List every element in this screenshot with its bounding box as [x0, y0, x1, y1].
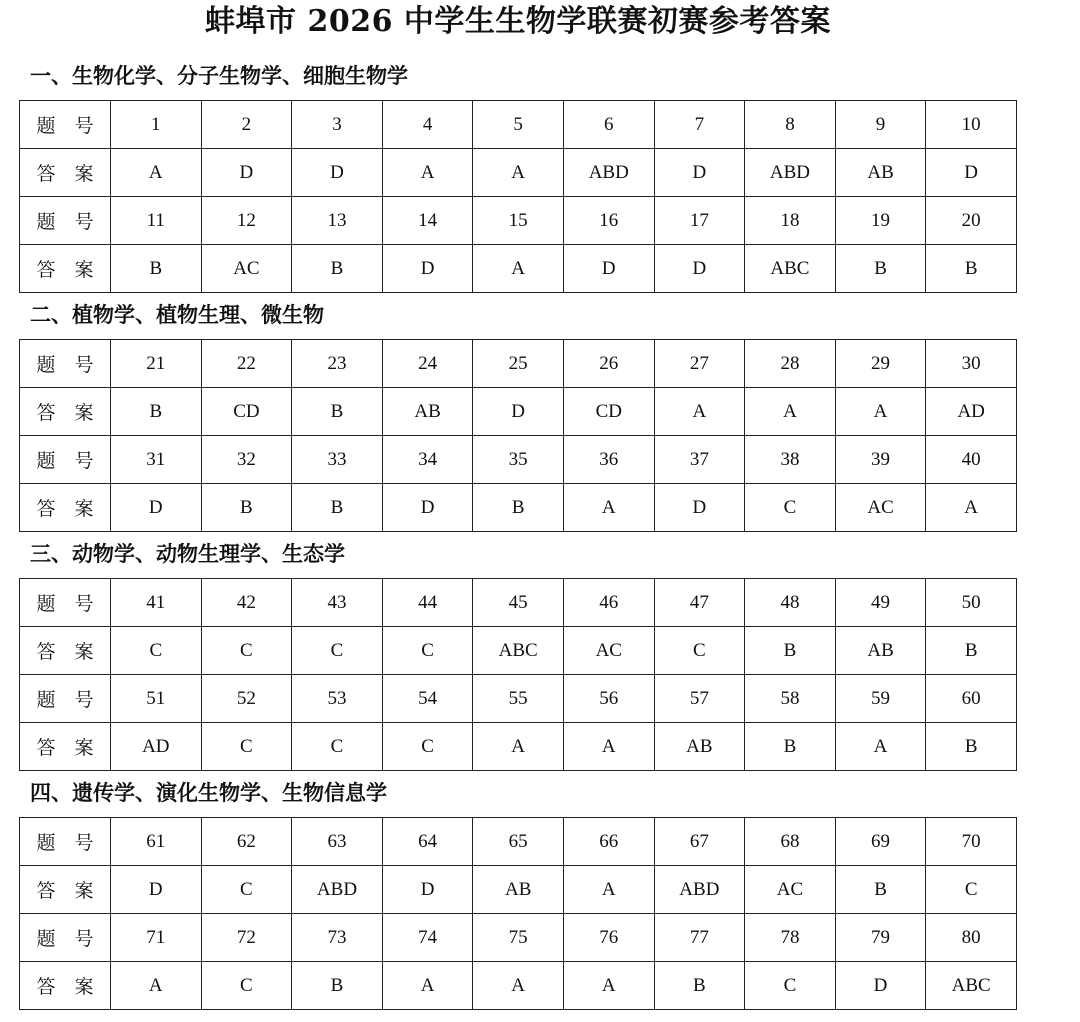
answer-row	[20, 866, 1017, 914]
answer-cell: B	[835, 866, 926, 914]
question-number-row	[20, 340, 1017, 388]
answer-row	[20, 245, 1017, 293]
answer-cell: ABD	[292, 866, 383, 914]
question-number-cell: 9	[835, 101, 926, 149]
answer-cell: A	[563, 866, 654, 914]
question-number-cell: 40	[926, 436, 1017, 484]
question-number-cell: 71	[111, 914, 202, 962]
answer-cell: C	[382, 627, 473, 675]
question-number-label: 题 号	[20, 675, 111, 723]
answer-cell: B	[292, 484, 383, 532]
answer-cell: A	[382, 962, 473, 1010]
answer-label: 答 案	[20, 627, 111, 675]
question-number-cell: 49	[835, 579, 926, 627]
answer-cell: B	[926, 245, 1017, 293]
question-number-row	[20, 914, 1017, 962]
answer-cell: ABC	[926, 962, 1017, 1010]
question-number-cell: 48	[745, 579, 836, 627]
answer-cell: D	[835, 962, 926, 1010]
question-number-cell: 30	[926, 340, 1017, 388]
answer-cell: A	[473, 149, 564, 197]
question-number-cell: 43	[292, 579, 383, 627]
question-number-cell: 8	[745, 101, 836, 149]
question-number-cell: 78	[745, 914, 836, 962]
question-number-cell: 38	[745, 436, 836, 484]
question-number-cell: 31	[111, 436, 202, 484]
answer-row	[20, 627, 1017, 675]
answer-cell: C	[745, 962, 836, 1010]
answer-label: 答 案	[20, 245, 111, 293]
answer-cell: C	[201, 866, 292, 914]
question-number-cell: 53	[292, 675, 383, 723]
answer-cell: A	[473, 962, 564, 1010]
question-number-cell: 39	[835, 436, 926, 484]
answer-row	[20, 484, 1017, 532]
question-number-row	[20, 818, 1017, 866]
question-number-cell: 46	[563, 579, 654, 627]
question-number-cell: 76	[563, 914, 654, 962]
question-number-cell: 5	[473, 101, 564, 149]
question-number-cell: 67	[654, 818, 745, 866]
answer-cell: C	[382, 723, 473, 771]
question-number-row	[20, 579, 1017, 627]
answer-cell: B	[292, 962, 383, 1010]
answer-cell: D	[111, 866, 202, 914]
section-biochemistry-heading: 一、生物化学、分子生物学、细胞生物学	[30, 63, 408, 88]
question-number-cell: 29	[835, 340, 926, 388]
answer-label: 答 案	[20, 149, 111, 197]
answer-cell: D	[654, 484, 745, 532]
section-botany-heading: 二、植物学、植物生理、微生物	[30, 302, 324, 327]
answer-cell: A	[563, 484, 654, 532]
question-number-cell: 51	[111, 675, 202, 723]
question-number-row	[20, 675, 1017, 723]
question-number-cell: 69	[835, 818, 926, 866]
question-number-cell: 32	[201, 436, 292, 484]
question-number-cell: 19	[835, 197, 926, 245]
answer-cell: C	[201, 962, 292, 1010]
question-number-cell: 10	[926, 101, 1017, 149]
question-number-cell: 75	[473, 914, 564, 962]
question-number-cell: 64	[382, 818, 473, 866]
answer-cell: A	[835, 723, 926, 771]
question-number-cell: 2	[201, 101, 292, 149]
answer-cell: B	[292, 245, 383, 293]
answer-cell: AD	[111, 723, 202, 771]
answer-cell: AB	[473, 866, 564, 914]
question-number-label: 题 号	[20, 340, 111, 388]
answer-row	[20, 149, 1017, 197]
question-number-cell: 70	[926, 818, 1017, 866]
question-number-cell: 20	[926, 197, 1017, 245]
question-number-label: 题 号	[20, 818, 111, 866]
question-number-cell: 24	[382, 340, 473, 388]
answer-cell: AB	[835, 627, 926, 675]
question-number-cell: 7	[654, 101, 745, 149]
answer-cell: D	[473, 388, 564, 436]
answer-cell: A	[111, 149, 202, 197]
answer-cell: C	[654, 627, 745, 675]
answer-cell: D	[926, 149, 1017, 197]
question-number-row	[20, 197, 1017, 245]
answer-cell: B	[292, 388, 383, 436]
answer-label: 答 案	[20, 962, 111, 1010]
question-number-cell: 72	[201, 914, 292, 962]
question-number-cell: 16	[563, 197, 654, 245]
answer-cell: C	[292, 627, 383, 675]
answer-cell: C	[201, 723, 292, 771]
answer-cell: B	[745, 627, 836, 675]
question-number-label: 题 号	[20, 197, 111, 245]
answer-cell: D	[201, 149, 292, 197]
answer-label: 答 案	[20, 866, 111, 914]
section-genetics-table	[19, 817, 1017, 1010]
question-number-cell: 47	[654, 579, 745, 627]
answer-cell: B	[926, 723, 1017, 771]
answer-cell: A	[563, 723, 654, 771]
answer-cell: ABD	[563, 149, 654, 197]
answer-cell: AC	[745, 866, 836, 914]
question-number-cell: 41	[111, 579, 202, 627]
answer-cell: D	[382, 484, 473, 532]
answer-cell: AC	[563, 627, 654, 675]
question-number-label: 题 号	[20, 914, 111, 962]
question-number-cell: 62	[201, 818, 292, 866]
answer-cell: A	[926, 484, 1017, 532]
answer-label: 答 案	[20, 388, 111, 436]
answer-cell: C	[292, 723, 383, 771]
answer-cell: A	[835, 388, 926, 436]
answer-cell: A	[654, 388, 745, 436]
answer-cell: ABD	[654, 866, 745, 914]
answer-cell: A	[473, 245, 564, 293]
question-number-cell: 44	[382, 579, 473, 627]
answer-cell: AB	[835, 149, 926, 197]
question-number-cell: 22	[201, 340, 292, 388]
answer-label: 答 案	[20, 484, 111, 532]
question-number-cell: 35	[473, 436, 564, 484]
answer-cell: D	[292, 149, 383, 197]
question-number-cell: 55	[473, 675, 564, 723]
question-number-cell: 34	[382, 436, 473, 484]
answer-cell: C	[926, 866, 1017, 914]
question-number-cell: 3	[292, 101, 383, 149]
answer-cell: D	[111, 484, 202, 532]
question-number-cell: 58	[745, 675, 836, 723]
question-number-cell: 12	[201, 197, 292, 245]
question-number-row	[20, 101, 1017, 149]
question-number-cell: 21	[111, 340, 202, 388]
question-number-cell: 42	[201, 579, 292, 627]
question-number-cell: 73	[292, 914, 383, 962]
question-number-label: 题 号	[20, 101, 111, 149]
answer-cell: AD	[926, 388, 1017, 436]
question-number-cell: 33	[292, 436, 383, 484]
question-number-cell: 54	[382, 675, 473, 723]
page-title: 蚌埠市 2026 中学生生物学联赛初赛参考答案	[205, 4, 831, 39]
answer-cell: D	[382, 245, 473, 293]
question-number-cell: 26	[563, 340, 654, 388]
answer-row	[20, 723, 1017, 771]
question-number-cell: 74	[382, 914, 473, 962]
answer-cell: AB	[382, 388, 473, 436]
answer-cell: D	[563, 245, 654, 293]
question-number-label: 题 号	[20, 579, 111, 627]
answer-cell: CD	[201, 388, 292, 436]
answer-cell: B	[835, 245, 926, 293]
answer-cell: C	[111, 627, 202, 675]
answer-cell: B	[201, 484, 292, 532]
question-number-cell: 37	[654, 436, 745, 484]
question-number-cell: 6	[563, 101, 654, 149]
question-number-cell: 15	[473, 197, 564, 245]
section-biochemistry-table	[19, 100, 1017, 293]
question-number-cell: 61	[111, 818, 202, 866]
answer-cell: D	[654, 245, 745, 293]
answer-cell: B	[745, 723, 836, 771]
section-zoology-table	[19, 578, 1017, 771]
answer-cell: AB	[654, 723, 745, 771]
question-number-cell: 80	[926, 914, 1017, 962]
answer-cell: B	[111, 245, 202, 293]
answer-cell: ABC	[473, 627, 564, 675]
question-number-cell: 4	[382, 101, 473, 149]
question-number-cell: 27	[654, 340, 745, 388]
question-number-cell: 59	[835, 675, 926, 723]
question-number-cell: 66	[563, 818, 654, 866]
question-number-cell: 25	[473, 340, 564, 388]
section-genetics-heading: 四、遗传学、演化生物学、生物信息学	[30, 780, 387, 805]
question-number-cell: 65	[473, 818, 564, 866]
question-number-cell: 18	[745, 197, 836, 245]
answer-row	[20, 388, 1017, 436]
section-botany-table	[19, 339, 1017, 532]
question-number-cell: 79	[835, 914, 926, 962]
answer-cell: A	[382, 149, 473, 197]
question-number-cell: 17	[654, 197, 745, 245]
answer-cell: CD	[563, 388, 654, 436]
question-number-cell: 28	[745, 340, 836, 388]
question-number-cell: 1	[111, 101, 202, 149]
question-number-cell: 13	[292, 197, 383, 245]
answer-row	[20, 962, 1017, 1010]
answer-cell: B	[111, 388, 202, 436]
question-number-cell: 63	[292, 818, 383, 866]
answer-cell: AC	[201, 245, 292, 293]
answer-cell: B	[926, 627, 1017, 675]
question-number-cell: 52	[201, 675, 292, 723]
question-number-cell: 77	[654, 914, 745, 962]
question-number-cell: 36	[563, 436, 654, 484]
answer-cell: ABC	[745, 245, 836, 293]
question-number-cell: 50	[926, 579, 1017, 627]
question-number-cell: 45	[473, 579, 564, 627]
question-number-cell: 68	[745, 818, 836, 866]
answer-cell: A	[111, 962, 202, 1010]
section-zoology-heading: 三、动物学、动物生理学、生态学	[30, 541, 345, 566]
question-number-row	[20, 436, 1017, 484]
answer-cell: D	[654, 149, 745, 197]
question-number-cell: 60	[926, 675, 1017, 723]
question-number-cell: 11	[111, 197, 202, 245]
answer-cell: B	[473, 484, 564, 532]
answer-cell: C	[201, 627, 292, 675]
answer-cell: A	[563, 962, 654, 1010]
question-number-cell: 23	[292, 340, 383, 388]
question-number-cell: 14	[382, 197, 473, 245]
answer-cell: A	[745, 388, 836, 436]
answer-cell: ABD	[745, 149, 836, 197]
answer-cell: A	[473, 723, 564, 771]
answer-cell: AC	[835, 484, 926, 532]
answer-label: 答 案	[20, 723, 111, 771]
question-number-label: 题 号	[20, 436, 111, 484]
question-number-cell: 57	[654, 675, 745, 723]
answer-cell: B	[654, 962, 745, 1010]
question-number-cell: 56	[563, 675, 654, 723]
answer-cell: C	[745, 484, 836, 532]
answer-cell: D	[382, 866, 473, 914]
